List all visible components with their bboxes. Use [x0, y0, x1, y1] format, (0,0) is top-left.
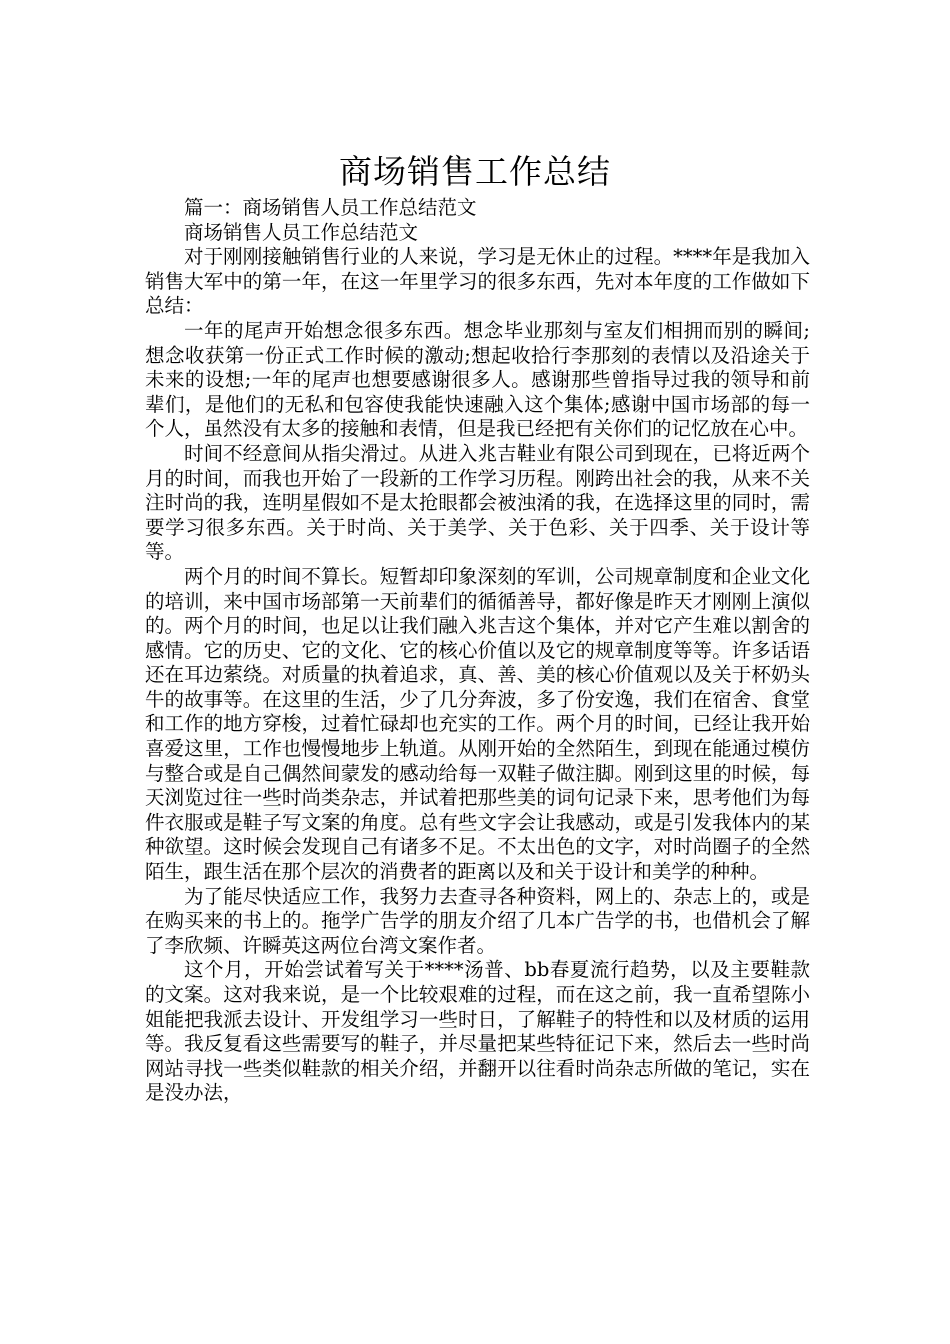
- paragraph: 一年的尾声开始想念很多东西。想念毕业那刻与室友们相拥而别的瞬间;想念收获第一份正式工作时候的激动;想起收拾行李那刻的表情以及沿途关于未来的设想;一年的尾声也想要感谢很多人。感谢那些曾指导过我的领导和前辈们，是他们的无私和包容使我能快速融入这个集体;感谢中国市场部的每一个人，虽然没有太多的接触和表情，但是我已经把有关你们的记忆放在心中。: [145, 318, 810, 441]
- paragraph: 篇一：商场销售人员工作总结范文: [184, 196, 477, 219]
- paragraph: 这个月，开始尝试着写关于****汤普、bb春夏流行趋势，以及主要鞋款的文案。这对我来说，是一个比较艰难的过程，而在这之前，我一直希望陈小姐能把我派去设计、开发组学习一些时日，了解鞋子的特性和以及材质的运用等。我反复看这些需要写的鞋子，并尽量把某些特征记下来，然后去一些时尚网站寻找一些类似鞋款的相关介绍，并翻开以往看时尚杂志所做的笔记，实在是没办法，: [145, 958, 810, 1105]
- paragraph: 商场销售人员工作总结范文: [184, 220, 419, 244]
- paragraph: 时间不经意间从指尖滑过。从进入兆吉鞋业有限公司到现在，已将近两个月的时间，而我也开始了一段新的工作学习历程。刚跨出社会的我，从来不关注时尚的我，连明星假如不是太抢眼都会被浊淆的我，在选择这里的同时，需要学习很多东西。关于时尚、关于美学、关于色彩、关于四季、关于设计等等。: [145, 441, 810, 564]
- paragraph: 对于刚刚接触销售行业的人来说，学习是无休止的过程。****年是我加入销售大军中的第一年，在这一年里学习的很多东西，先对本年度的工作做如下总结：: [145, 245, 810, 318]
- paragraph: 为了能尽快适应工作，我努力去查寻各种资料，网上的、杂志上的，或是在购买来的书上的。拖学广告学的朋友介绍了几本广告学的书，也借机会了解了李欣频、许瞬英这两位台湾文案作者。: [145, 884, 810, 957]
- paragraph: 两个月的时间不算长。短暂却印象深刻的军训，公司规章制度和企业文化的培训，来中国市场部第一天前辈们的循循善导，都好像是昨天才刚刚上演似的。两个月的时间，也足以让我们融入兆吉这个集体，并对它产生难以割舍的感情。它的历史、它的文化、它的核心价值以及它的规章制度等等。许多话语还在耳边萦绕。对质量的执着追求，真、善、美的核心价值观以及关于杯奶头牛的故事等。在这里的生活，少了几分奔波，多了份安逸，我们在宿舍、食堂和工作的地方穿梭，过着忙碌却也充实的工作。两个月的时间，已经让我开始喜爱这里，工作也慢慢地步上轨道。从刚开始的全然陌生，到现在能通过模仿与整合或是自己偶然间蒙发的感动给每一双鞋子做注脚。刚到这里的时候，每天浏览过往一些时尚类杂志，并试着把那些美的词句记录下来，思考他们为每件衣服或是鞋子写文案的角度。总有些文字会让我感动，或是引发我体内的某种欲望。这时候会发现自己有诸多不足。不太出色的文字，对时尚圈子的全然陌生，跟生活在那个层次的消费者的距离以及和关于设计和美学的种种。: [145, 564, 810, 884]
- document-title: 商场销售工作总结: [339, 152, 611, 192]
- document-body: [145, 196, 810, 1106]
